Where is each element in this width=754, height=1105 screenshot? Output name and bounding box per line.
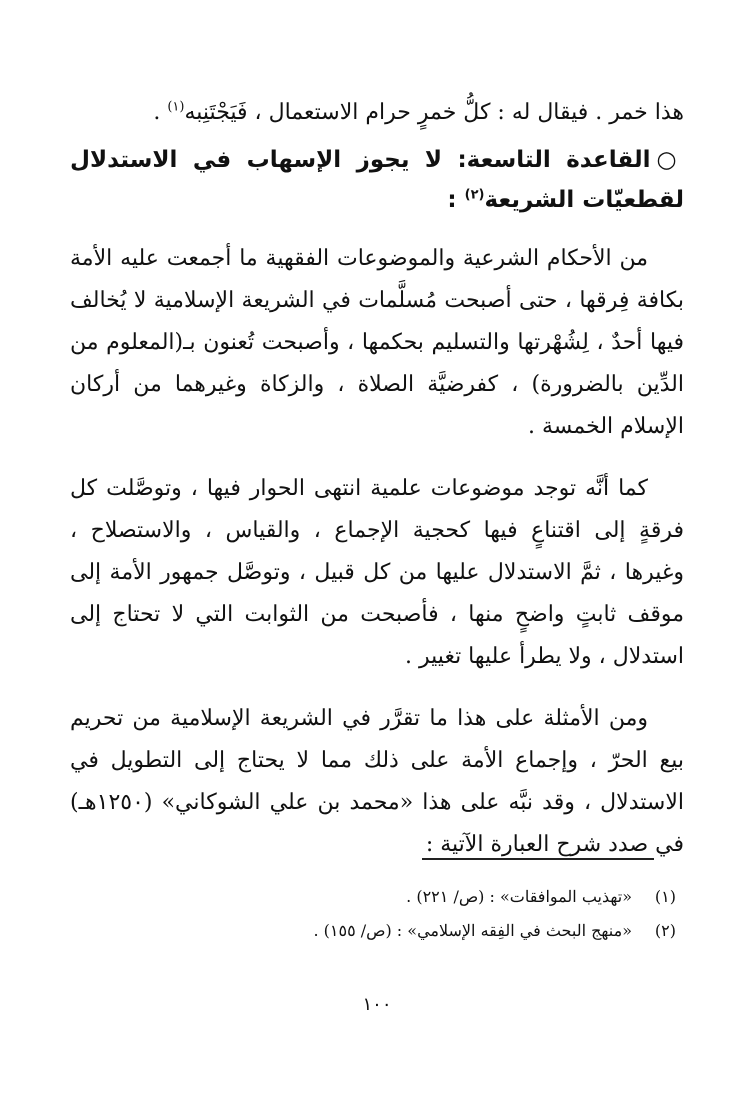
paragraph-2: كما أنَّه توجد موضوعات علمية انتهى الحوار فيها ، وتوصَّلت كل فرقةٍ إلى اقتناعٍ فيها كحجية الإجماع ، والقياس ، والاستصلاح ، وغيرها ، ثمَّ الاستدلال عليها من كل قبيل ، وتوصَّل جمهور الأمة إلى موقف ثابتٍ واضحٍ منها ، فأصبحت من الثوابت التي لا تحتاج إلى استدلال ، ولا يطرأ عليها تغيير . — [70, 476, 684, 669]
heading-end: : — [447, 187, 465, 213]
page-body — [70, 90, 684, 886]
footnote-1 — [70, 880, 676, 914]
intro-line — [70, 90, 684, 136]
footnote-ref-1[interactable]: (١) — [167, 99, 185, 115]
paragraph-3: ومن الأمثلة على هذا ما تقرَّر في الشريعة الإسلامية من تحريم بيع الحرّ ، وإجماع الأمة على ذلك مما لا يحتاج إلى التطويل في الاستدلال ، وقد نبَّه على هذا «محمد بن علي الشوكاني» (١٢٥٠هـ) في صدد شرح العبارة الآتية : — [70, 706, 684, 857]
footnote-number: (١) — [654, 887, 676, 906]
footnotes — [70, 880, 676, 948]
paragraph-1: من الأحكام الشرعية والموضوعات الفقهية ما أجمعت عليه الأمة بكافة فِرقها ، حتى أصبحت مُسلَّمات في الشريعة الإسلامية لا يُخالف فيها أحدٌ ، لِشُهْرتها والتسليم بحكمها ، وأصبحت تُعنون بـ(المعلوم من الدِّين بالضرورة) ، كفرضيَّة الصلاة ، والزكاة وغيرهما من أركان الإسلام الخمسة . — [70, 246, 684, 439]
footnote-text: «منهج البحث في الفِقه الإسلامي» : (ص/ ١٥٥) . — [313, 921, 632, 940]
intro-end: . — [153, 100, 168, 125]
intro-text: هذا خمر . فيقال له : كلُّ خمرٍ حرام الاستعمال ، فَيَجْتَنِبه — [184, 100, 684, 125]
page-number: ١٠٠ — [362, 994, 392, 1015]
heading-text: القاعدة التاسعة: لا يجوز الإسهاب في الاستدلال لقطعيّات الشريعة — [70, 147, 684, 213]
footnote-text: «تهذيب الموافقات» : (ص/ ٢٢١) . — [406, 887, 632, 906]
footnote-ref-2[interactable]: (٢) — [464, 187, 485, 203]
circle-bullet-icon: ○ — [656, 147, 684, 173]
footnote-divider — [422, 858, 654, 860]
section-heading — [70, 140, 684, 220]
footnote-number: (٢) — [654, 921, 676, 940]
footnote-2 — [70, 914, 676, 948]
